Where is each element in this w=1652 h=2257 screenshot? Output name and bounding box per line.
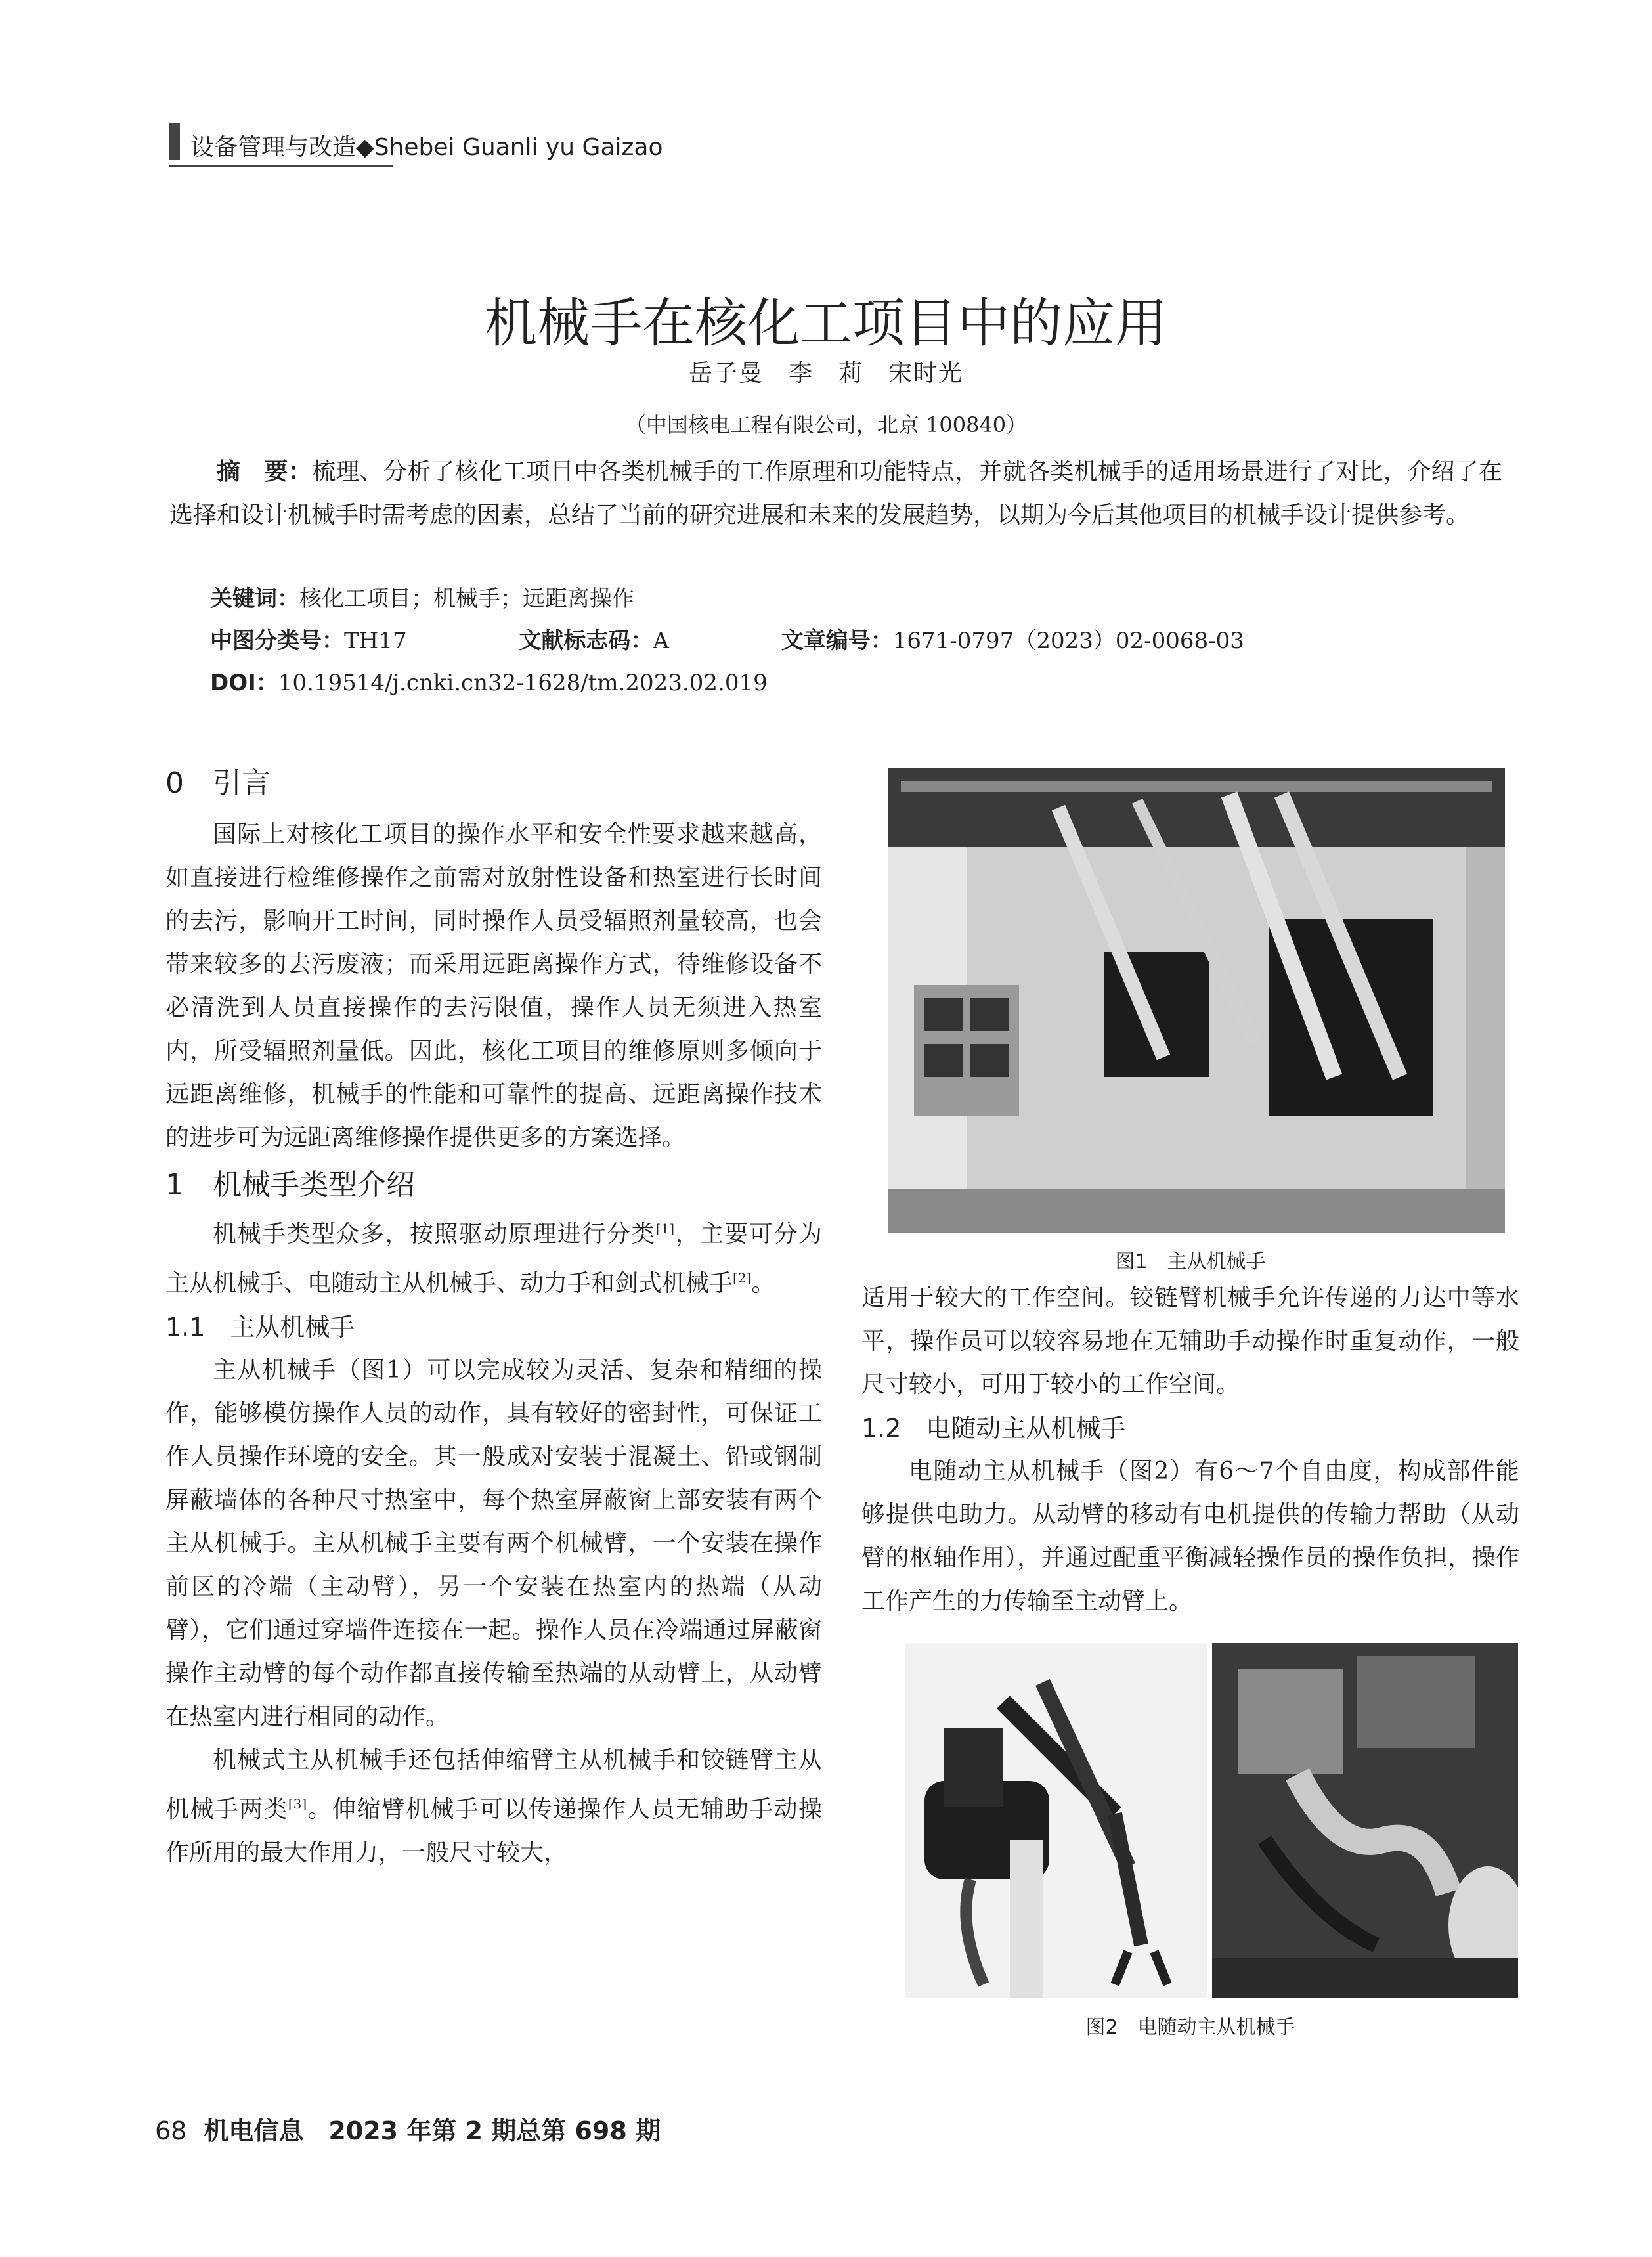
paper-title: 机械手在核化工项目中的应用 <box>485 293 1167 354</box>
servo-paragraph: 电随动主从机械手（图2）有6～7个自由度，构成部件能够提供电助力。从动臂的移动有电机提供的传输力帮助（从动臂的枢轴作用），并通过配重平衡减轻操作员的操作负担，操作工作产生的力传输至主动臂上。 <box>861 1458 1519 1615</box>
telescopic-continued: 适用于较大的工作空间。铰链臂机械手允许传递的力达中等水平，操作员可以较容易地在无辅助手动操作时重复动作，一般尺寸较小，可用于较小的工作空间。 <box>861 1284 1519 1398</box>
section-heading-0: 0 引言 <box>165 766 271 800</box>
section-heading-1-1: 1.1 主从机械手 <box>165 1313 355 1342</box>
abstract-text: 梳理、分析了核化工项目中各类机械手的工作原理和功能特点，并就各类机械手的适用场景进行了对比，介绍了在选择和设计机械手时需考虑的因素，总结了当前的研究进展和未来的发展趋势，以期为今后其他项目的机械手设计提供参考。 <box>169 458 1502 529</box>
mechanical-paragraph: 机械式主从机械手还包括伸缩臂主从机械手和铰链臂主从机械手两类[3]。伸缩臂机械手可以传递操作人员无辅助手动操作所用的最大作用力，一般尺寸较大， <box>165 1747 822 1866</box>
keywords: 关键词：核化工项目；机械手；远距离操作 <box>210 586 634 612</box>
page-footer <box>155 2111 661 2147</box>
figure-2-photo-left <box>905 1643 1207 1998</box>
section-heading-1-2: 1.2 电随动主从机械手 <box>861 1414 1126 1443</box>
affiliation: （中国核电工程有限公司，北京 100840） <box>624 412 1028 437</box>
doi: DOI：10.19514/j.cnki.cn32-1628/tm.2023.02.019 <box>210 670 768 696</box>
header-bar <box>169 123 180 160</box>
page-number: 68 <box>155 2116 187 2145</box>
header-rule <box>169 165 393 167</box>
master-slave-paragraph: 主从机械手（图1）可以完成较为灵活、复杂和精细的操作，能够模仿操作人员的动作，具有较好的密封性，可保证工作人员操作环境的安全。其一般成对安装于混凝土、铅或钢制屏蔽墙体的各种尺寸热室中，每个热室屏蔽窗上部安装有两个主从机械手。主从机械手主要有两个机械臂，一个安装在操作前区的冷端（主动臂），另一个安装在热室内的热端（从动臂），它们通过穿墙件连接在一起。操作人员在冷端通过屏蔽窗操作主动臂的每个动作都直接传输至热端的从动臂上，从动臂在热室内进行相同的动作。 <box>165 1357 822 1730</box>
intro-paragraph: 国际上对核化工项目的操作水平和安全性要求越来越高，如直接进行检维修操作之前需对放射性设备和热室进行长时间的去污，影响开工时间，同时操作人员受辐照剂量较高，也会带来较多的去污废液；而采用远距离操作方式，待维修设备不必清洗到人员直接操作的去污限值，操作人员无须进入热室内，所受辐照剂量低。因此，核化工项目的维修原则多倾向于远距离维修，机械手的性能和可靠性的提高、远距离操作技术的进步可为远距离维修操作提供更多的方案选择。 <box>165 821 822 1151</box>
figure-1-photo <box>888 768 1505 1233</box>
abstract <box>169 450 1502 537</box>
types-paragraph: 机械手类型众多，按照驱动原理进行分类[1]，主要可分为主从机械手、电随动主从机械手、动力手和剑式机械手[2]。 <box>165 1221 822 1297</box>
figure-1-caption: 图1 主从机械手 <box>1115 1250 1266 1273</box>
figure-2-photo-right <box>1212 1643 1518 1998</box>
abstract-label: 摘 要： <box>217 458 313 485</box>
authors: 岳子曼 李 莉 宋时光 <box>688 360 963 387</box>
article-meta <box>210 578 1349 704</box>
section-heading-1: 1 机械手类型介绍 <box>165 1168 415 1202</box>
right-column <box>861 1277 1519 1623</box>
journal-issue: 机电信息 2023 年第 2 期总第 698 期 <box>204 2116 661 2145</box>
left-column <box>165 762 822 1875</box>
running-header: 设备管理与改造◆Shebei Guanli yu Gaizao <box>190 134 663 161</box>
figure-2-caption: 图2 电随动主从机械手 <box>1085 2016 1295 2039</box>
classification: 中图分类号：TH17 文献标志码：A 文章编号：1671-0797（2023）02-0068-03 <box>210 628 1244 654</box>
